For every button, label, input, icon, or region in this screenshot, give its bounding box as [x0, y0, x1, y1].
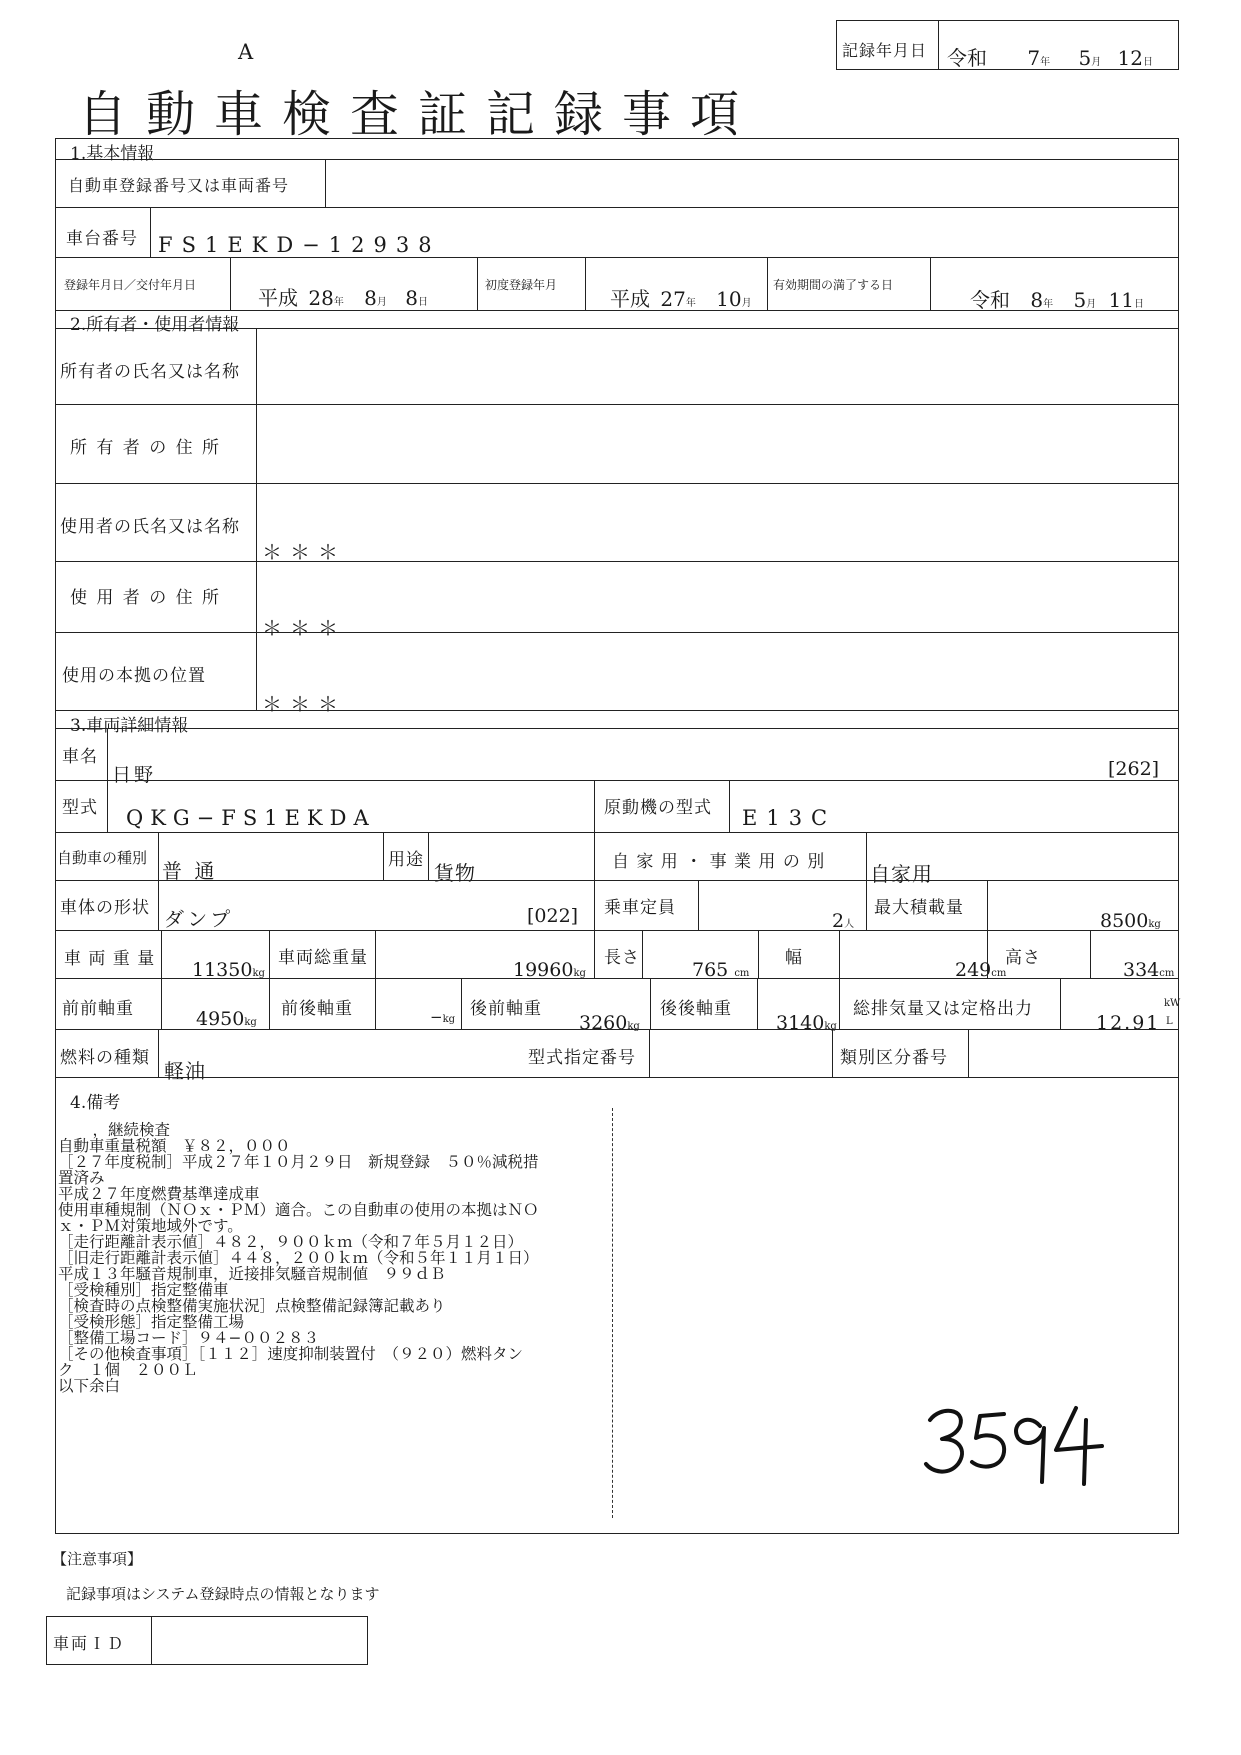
first-reg-value: 平成 27年 10月 — [610, 287, 752, 311]
remarks-line: ［走行距離計表示値］４８２，９００ｋｍ（令和７年５月１２日） — [58, 1233, 524, 1251]
displacement-label: 総排気量又は定格出力 — [853, 999, 1033, 1019]
body-shape-code: [022] — [527, 905, 579, 927]
engine-type-label: 原動機の型式 — [604, 798, 712, 818]
class-number-label: 類別区分番号 — [840, 1048, 948, 1068]
rr-axle-label: 後後軸重 — [660, 999, 732, 1019]
remarks-line: 平成２７年度燃費基準達成車 — [58, 1185, 260, 1203]
vehicle-weight-value: 11350kg — [192, 959, 265, 981]
handwritten-3594-svg — [918, 1392, 1108, 1492]
vehicle-kind-label: 自動車の種別 — [57, 849, 148, 867]
body-shape-value: ダンプ — [164, 907, 234, 931]
remarks-line: 平成１３年騒音規制車，近接排気騒音規制値 ９９ｄＢ — [58, 1265, 446, 1283]
expiry-label: 有効期間の満了する日 — [773, 278, 894, 292]
section-owner-info: 2.所有者・使用者情報 — [70, 315, 240, 335]
displacement-unit-l: L — [1166, 1016, 1173, 1027]
remarks-line: 自動車重量税額 ￥８２，０００ — [58, 1137, 291, 1155]
owner-name-label: 所有者の氏名又は名称 — [60, 362, 240, 382]
user-name-label: 使用者の氏名又は名称 — [60, 517, 240, 537]
fuel-type-value: 軽油 — [164, 1059, 206, 1083]
chassis-label: 車台番号 — [66, 229, 138, 249]
height-value: 334cm — [1123, 959, 1175, 981]
height-label: 高さ — [1005, 948, 1041, 968]
use-value: 貨物 — [434, 861, 476, 885]
vehicle-weight-label: 車 両 重 量 — [64, 949, 156, 969]
user-address-label: 使 用 者 の 住 所 — [70, 588, 222, 608]
notes-title: 【注意事項】 — [52, 1550, 143, 1568]
model-value: QKG−FS1EKDA — [126, 806, 376, 830]
remarks-text — [58, 1122, 618, 1394]
fuel-type-label: 燃料の種類 — [60, 1048, 150, 1068]
displacement-unit-kw: kW — [1164, 998, 1181, 1009]
gross-weight-value: 19960kg — [513, 959, 586, 981]
base-location-value: ＊＊＊ — [262, 692, 346, 716]
chassis-value: FS1EKD−12938 — [158, 233, 441, 257]
rf-axle-value: 3260kg — [579, 1012, 640, 1034]
fr-axle-label: 前後軸重 — [281, 999, 353, 1019]
model-label: 型式 — [62, 798, 98, 818]
maker-code: [262] — [1108, 758, 1160, 780]
vehicle-kind-value: 普 通 — [162, 859, 218, 883]
rf-axle-label: 後前軸重 — [470, 999, 542, 1019]
vehicle-id-label: 車両ＩＤ — [53, 1634, 126, 1653]
reg-date-value: 平成 28年 8月 8日 — [258, 286, 428, 310]
remarks-line: 置済み — [58, 1169, 105, 1187]
displacement-value: 12.91 — [1096, 1012, 1161, 1034]
capacity-label: 乗車定員 — [604, 898, 676, 918]
remarks-line: ［２７年度税制］平成２７年１０月２９日 新規登録 ５０％減税措 — [58, 1153, 539, 1171]
maker-label: 車名 — [62, 747, 98, 767]
owner-address-label: 所 有 者 の 住 所 — [70, 438, 222, 458]
section-basic-info: 1.基本情報 — [70, 144, 155, 164]
section-vehicle-detail: 3.車両詳細情報 — [70, 716, 189, 736]
reg-date-label: 登録年月日／交付年月日 — [64, 278, 197, 292]
form-letter: A — [238, 40, 254, 64]
remarks-line: ［検査時の点検整備実施状況］点検整備記録簿記載あり — [58, 1297, 446, 1315]
remarks-line: ［旧走行距離計表示値］４４８，２００ｋｍ（令和５年１１月１日） — [58, 1249, 539, 1267]
length-label: 長さ — [604, 948, 640, 968]
handwritten-number — [918, 1392, 1108, 1496]
first-reg-label: 初度登録年月 — [485, 278, 558, 292]
remarks-line: ［受検形態］指定整備工場 — [58, 1313, 245, 1331]
max-load-label: 最大積載量 — [874, 898, 964, 918]
remarks-line: 以下余白 — [58, 1377, 121, 1395]
width-label: 幅 — [785, 948, 803, 968]
record-date: 令和 7年 5月 12日 — [947, 46, 1153, 70]
user-address-value: ＊＊＊ — [262, 616, 346, 640]
document-title: 自動車検査証記録事項 — [78, 86, 759, 143]
remarks-line: 使用車種規制（ＮＯｘ・ＰＭ）適合。この自動車の使用の本拠はＮＯ — [58, 1201, 539, 1219]
section-remarks: 4.備考 — [70, 1093, 121, 1113]
type-designation-label: 型式指定番号 — [528, 1048, 636, 1068]
notes-text: 記録事項はシステム登録時点の情報となります — [66, 1585, 380, 1603]
private-business-value: 自家用 — [870, 862, 933, 886]
ff-axle-label: 前前軸重 — [62, 999, 134, 1019]
user-name-value: ＊＊＊ — [262, 540, 346, 564]
body-shape-label: 車体の形状 — [60, 898, 150, 918]
base-location-label: 使用の本拠の位置 — [62, 666, 206, 686]
engine-type-value: E13C — [742, 806, 837, 830]
remarks-line: ，継続検査 — [58, 1121, 170, 1139]
remarks-line: ｘ・ＰＭ対策地域外です。 — [58, 1217, 243, 1235]
use-label: 用途 — [388, 850, 424, 870]
width-value: 249cm — [955, 959, 1007, 981]
private-business-label: 自 家 用 ・ 事 業 用 の 別 — [612, 852, 826, 872]
fr-axle-value: −kg — [430, 1008, 456, 1026]
remarks-line: ［受検種別］指定整備車 — [58, 1281, 229, 1299]
ff-axle-value: 4950kg — [196, 1008, 257, 1030]
gross-weight-label: 車両総重量 — [278, 948, 368, 968]
rr-axle-value: 3140kg — [776, 1012, 837, 1034]
length-value: 765 cm — [692, 959, 750, 981]
maker-value: 日野 — [112, 764, 157, 786]
capacity-value: 2人 — [832, 910, 855, 932]
remarks-line: ク １個 ２００Ｌ — [58, 1361, 198, 1379]
remarks-line: ［整備工場コード］９４−００２８３ — [58, 1329, 319, 1347]
record-date-label: 記録年月日 — [842, 41, 928, 60]
max-load-value: 8500kg — [1100, 910, 1161, 932]
remarks-line: ［その他検査事項］［１１２］速度抑制装置付 （９２０）燃料タン — [58, 1345, 524, 1363]
expiry-value: 令和 8年 5月 11日 — [970, 288, 1144, 312]
reg-number-label: 自動車登録番号又は車両番号 — [68, 176, 290, 195]
